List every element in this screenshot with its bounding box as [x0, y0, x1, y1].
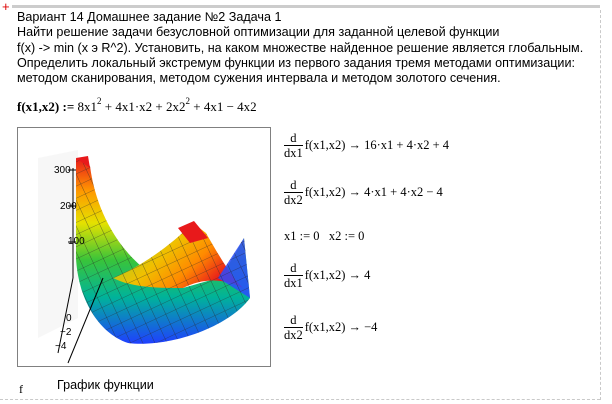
y-tick-label: −4: [55, 341, 67, 352]
function-lhs: f(x1,x2) :=: [17, 99, 75, 114]
task-line: Вариант 14 Домашнее задание №2 Задача 1: [17, 10, 282, 24]
z-tick-label: 200: [60, 201, 77, 212]
y-tick-label: −2: [60, 327, 72, 338]
derivative-block[interactable]: [284, 178, 443, 207]
task-text: [17, 10, 583, 86]
task-line: Найти решение задачи безусловной оптимизации для заданной целевой функции: [17, 25, 500, 40]
function-definition[interactable]: [17, 96, 257, 115]
derivative-expression: f(x1,x2) → 4·x1 + 4·x2 − 4: [304, 185, 443, 199]
derivative-numerator: d: [284, 261, 303, 276]
derivative-denominator: dx2: [284, 193, 303, 207]
page-boundary-right: [600, 10, 602, 400]
function-term: + 4x1·x2 + 2x2: [101, 99, 186, 114]
derivative-expression: f(x1,x2) → 4: [304, 268, 371, 282]
region-marker-icon: +: [2, 0, 10, 14]
task-line: методом сканирования, методом сужения интервала и методом золотого сечения.: [17, 71, 501, 86]
derivative-expression: f(x1,x2) → −4: [304, 320, 378, 334]
plot-caption: График функции: [57, 378, 154, 392]
derivative-denominator: dx1: [284, 146, 303, 160]
exponent: 2: [185, 96, 190, 106]
page-boundary-bottom: [0, 399, 600, 401]
surface-mesh: [76, 156, 250, 344]
y-tick-label: 0: [66, 313, 72, 324]
surface-plot-canvas: [18, 128, 271, 367]
derivative-block[interactable]: [284, 313, 377, 342]
surface-plot[interactable]: [17, 127, 271, 367]
derivative-numerator: d: [284, 131, 303, 146]
function-term: + 4x1 − 4x2: [189, 99, 257, 114]
derivative-denominator: dx2: [284, 328, 303, 342]
function-term: 8x1: [77, 99, 97, 114]
derivative-block[interactable]: [284, 261, 370, 290]
z-tick-label: 300: [54, 165, 71, 176]
task-line: Определить локальный экстремум функции из первого задания тремя методами оптимизации:: [17, 55, 575, 70]
exponent: 2: [96, 96, 102, 106]
derivative-block[interactable]: [284, 131, 449, 160]
task-line: f(x) -> min (x э R^2). Установить, на каком множестве найденное решение является глобальным.: [17, 40, 584, 55]
derivative-numerator: d: [284, 178, 303, 193]
plot-axis-label: f: [19, 382, 23, 396]
derivative-denominator: dx1: [284, 276, 303, 290]
variable-assignment[interactable]: [284, 229, 364, 244]
derivative-expression: f(x1,x2) → 16·x1 + 4·x2 + 4: [304, 138, 450, 152]
region-divider: [12, 5, 600, 8]
assignment-expression: x1 := 0 x2 := 0: [284, 229, 365, 243]
z-tick-label: 100: [68, 236, 85, 247]
derivative-numerator: d: [284, 313, 303, 328]
